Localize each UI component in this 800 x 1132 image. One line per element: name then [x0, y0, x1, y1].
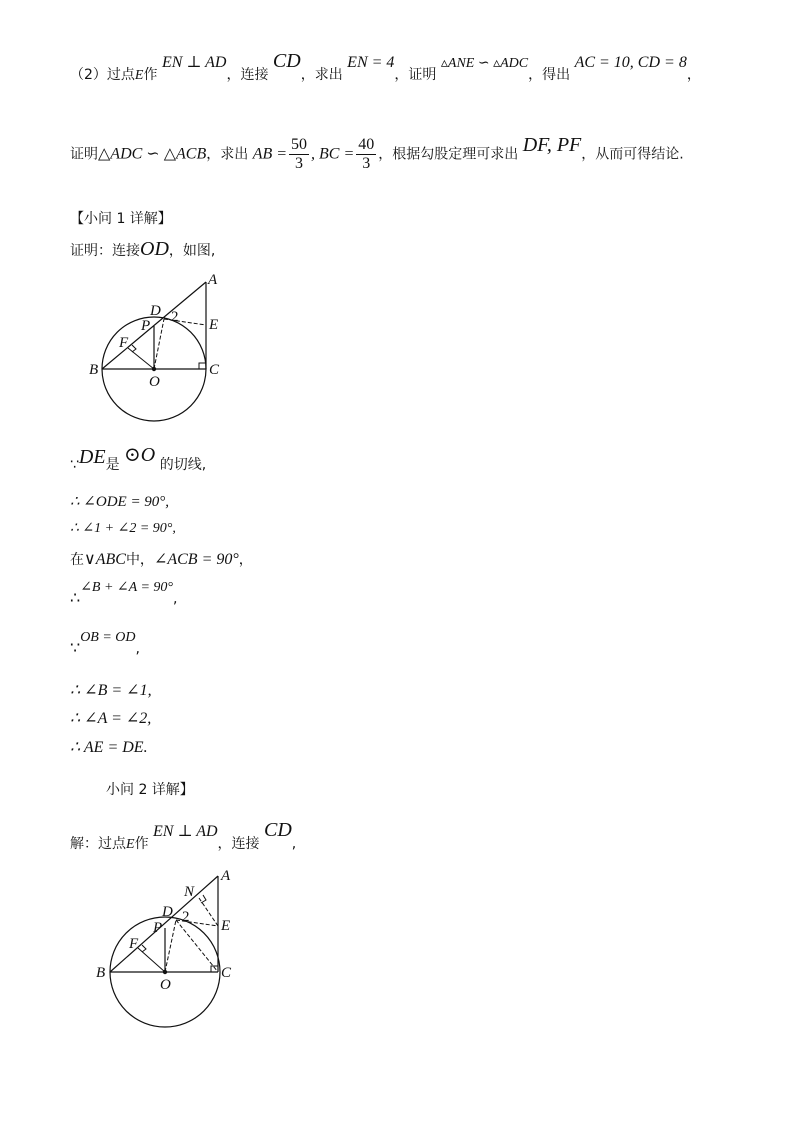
math-sim: ▵ANE ∽ ▵ADC [440, 56, 529, 71]
text: 作 [143, 67, 158, 83]
math-values: AC = 10, CD = 8 [574, 54, 687, 71]
math-perp: EN ⊥ AD [161, 54, 227, 71]
right-angle-c [199, 363, 206, 369]
label-b: B [89, 362, 99, 378]
step-6 [70, 630, 140, 658]
right-angle-f [142, 945, 146, 952]
math-bc: , BC = [311, 145, 355, 163]
right-angle-n [201, 895, 206, 903]
frac-ab [289, 136, 309, 173]
text: ，从而可得结论. [581, 146, 684, 163]
text: ，连接 [217, 836, 260, 852]
step-3: ∴ ∠1 + ∠2 = 90°, [70, 521, 176, 536]
label-d: D [150, 303, 161, 319]
text: , [135, 641, 140, 657]
geometry-figure-2 [90, 862, 250, 1032]
text: 中， [125, 552, 154, 568]
text: ，求出 [300, 67, 343, 83]
point-e: E [126, 837, 135, 852]
frac-den: 3 [295, 155, 304, 172]
step-2: ∴ ∠ODE = 90°, [70, 494, 170, 510]
label-angle-2: 2 [171, 309, 179, 325]
label-p: P [141, 318, 151, 334]
step-5 [70, 580, 178, 608]
point-e: E [134, 68, 144, 83]
text: （2）过点 [70, 67, 135, 83]
math-od: OD [140, 238, 169, 260]
text: ，连接 [226, 67, 269, 83]
frac-den: 3 [362, 155, 371, 172]
math-circle-o: ⊙O [124, 444, 156, 466]
part1-intro [70, 238, 215, 261]
text: 在 [70, 552, 84, 568]
part2-heading: 小问 2 详解】 [106, 782, 194, 798]
label-o: O [160, 977, 171, 993]
math-dfpf: DF, PF [522, 133, 582, 156]
step-8: ∴ ∠A = ∠2, [70, 710, 152, 727]
label-f: F [119, 335, 129, 351]
label-c: C [209, 362, 220, 378]
math-perp: EN ⊥ AD [153, 823, 218, 840]
label-b: B [96, 965, 106, 981]
label-n: N [184, 884, 195, 900]
geometry-figure-1 [80, 268, 250, 428]
label-e: E [209, 317, 219, 333]
text: , [173, 591, 178, 607]
text: ，得出 [528, 67, 571, 83]
point-o [163, 970, 167, 974]
label-p: P [153, 920, 163, 936]
text: ，证明 [394, 67, 437, 83]
text: ∵ [70, 640, 81, 657]
label-a: A [208, 272, 218, 288]
text: 的切线, [159, 457, 207, 473]
text: 解：过点 [70, 836, 126, 852]
math-ab: AB = [252, 145, 288, 163]
text: ∵ [70, 457, 79, 473]
label-d: D [162, 904, 173, 920]
math-en: EN = 4 [347, 54, 395, 71]
text: 是 [105, 457, 120, 473]
part1-heading: 【小问 1 详解】 [70, 211, 172, 227]
text: ， [686, 67, 701, 83]
label-a: A [221, 868, 231, 884]
text: 作 [134, 836, 149, 852]
analysis-line-2 [70, 133, 684, 173]
segment-od [165, 920, 176, 972]
step-1 [70, 444, 207, 475]
frac-num: 40 [358, 136, 375, 153]
right-angle-f [132, 345, 136, 352]
step-7: ∴ ∠B = ∠1, [70, 682, 152, 699]
text: ，根据勾股定理可求出 [378, 146, 519, 163]
text: 证明：连接 [70, 243, 140, 259]
text: ∴ [70, 590, 81, 607]
math-cd: CD [272, 50, 301, 72]
math-angles-sum: ∠B + ∠A = 90° [80, 580, 173, 595]
math-sim2: △ADC ∽ △ACB [98, 145, 207, 163]
math-ob-od: OB = OD [80, 630, 136, 645]
label-angle-2: 2 [182, 909, 190, 925]
frac-bc [356, 136, 376, 173]
point-o [152, 367, 156, 371]
math-de: DE [78, 446, 106, 468]
frac-num: 50 [291, 136, 308, 153]
segment-od [154, 319, 164, 369]
math-cd: CD [264, 819, 292, 841]
step-9: ∴ AE = DE. [70, 739, 148, 756]
text: , [291, 836, 297, 852]
part2-solution [70, 819, 297, 854]
segment-fo [128, 348, 154, 369]
text: ， [238, 552, 253, 568]
text: 证明 [70, 146, 98, 163]
math-angle-acb: ∠ACB = 90° [153, 551, 239, 568]
label-f: F [129, 936, 139, 952]
label-c: C [221, 965, 232, 981]
label-e: E [221, 918, 231, 934]
math-triangle: ∨ABC [84, 551, 126, 568]
step-4 [70, 549, 253, 569]
analysis-line-1 [70, 50, 701, 85]
text: ，如图, [168, 243, 216, 259]
text: ，求出 [206, 146, 249, 163]
label-o: O [149, 374, 160, 390]
